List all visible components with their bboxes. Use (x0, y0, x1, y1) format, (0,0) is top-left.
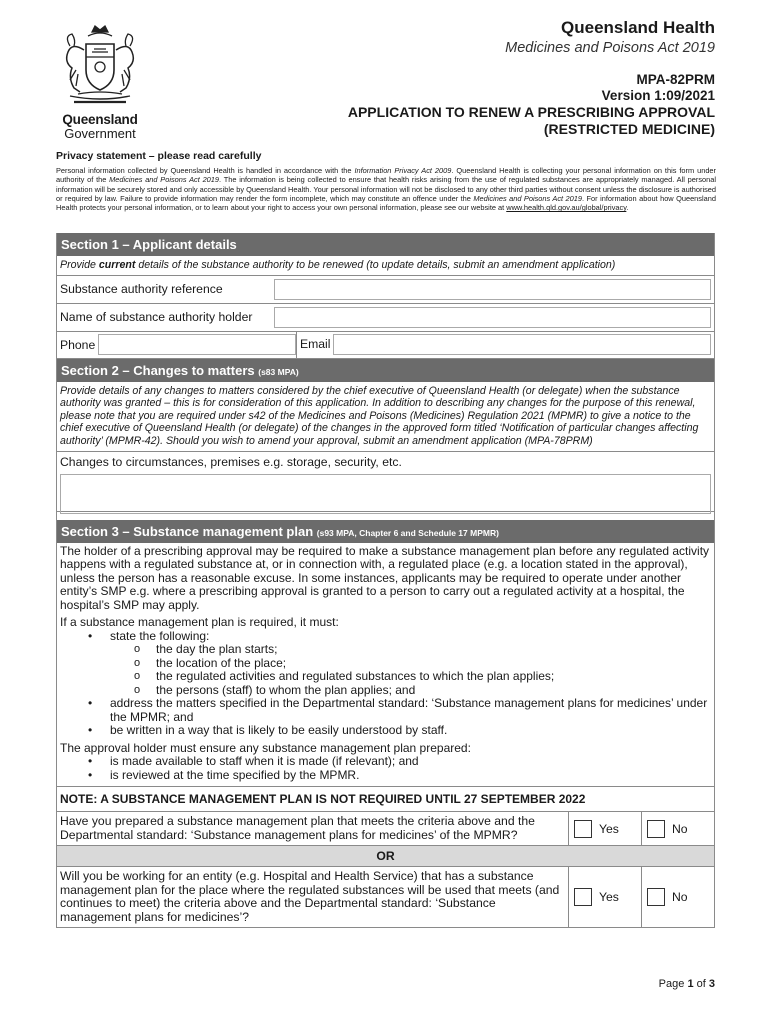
page-of: of (696, 978, 706, 990)
privacy-text-b: . Queensland Health is collecting your personal information on this form under authority of the (56, 166, 716, 185)
question1-yes-label: Yes (599, 821, 619, 836)
queensland-government-logo (50, 22, 150, 142)
changes-row (57, 452, 714, 512)
contact-row (57, 332, 714, 359)
question1-no-option[interactable] (641, 812, 714, 845)
form-code: MPA-82PRM (636, 72, 715, 87)
document-header (348, 18, 715, 137)
question1-no-label: No (672, 821, 688, 836)
logo-queensland-text: Queensland (62, 112, 138, 127)
section1-instruction (57, 256, 714, 276)
privacy-text (56, 166, 716, 212)
form-version: Version 1:09/2021 (601, 88, 715, 103)
smp-sub-item: o the regulated activities and regulated substances to which the plan applies; (60, 670, 711, 684)
question1-no-checkbox[interactable] (647, 820, 665, 838)
question2-yes-option[interactable] (568, 867, 641, 927)
section1-title: Section 1 – Applicant details (61, 237, 237, 252)
form-title-line1: APPLICATION TO RENEW A PRESCRIBING APPROVAL (347, 104, 715, 120)
email-input[interactable] (333, 334, 711, 355)
smp-bullet1: • state the following: (60, 630, 711, 644)
changes-label: Changes to circumstances, premises e.g. storage, security, etc. (60, 454, 402, 469)
page-label: Page (658, 978, 685, 990)
question2-yes-checkbox[interactable] (574, 888, 592, 906)
question1-yes-checkbox[interactable] (574, 820, 592, 838)
authority-reference-label: Substance authority reference (60, 282, 223, 297)
application-form (56, 233, 715, 928)
authority-holder-row (57, 304, 714, 332)
section1-header (57, 233, 714, 256)
section3-header (57, 520, 714, 543)
page-number (659, 978, 715, 990)
authority-holder-label: Name of substance authority holder (60, 310, 253, 325)
section1-inst-bold: current (98, 259, 136, 271)
privacy-text-c: . The information is being collected to ensure that health risks arising from the use of regulated substances are appropriately managed. All personal information will be securely stored and only accessible by Queensland Health. Your personal information will not be disclosed to any other third parties without consent unless the disclosure is authorised or required by law. Failure to provide information may render the form incomplete, which may constitute an offence under the (56, 175, 716, 203)
question2-yes-label: Yes (599, 890, 619, 905)
act-name: Medicines and Poisons Act 2019 (505, 40, 715, 56)
question2-row (57, 867, 714, 928)
changes-input[interactable] (60, 474, 711, 514)
section1-inst-a: Provide (60, 259, 99, 271)
section3-title-ref: (s93 MPA, Chapter 6 and Schedule 17 MPMR) (316, 527, 499, 538)
logo-government-text: Government (64, 126, 136, 141)
question2-no-label: No (672, 890, 688, 905)
section3-title: Section 3 – Substance management plan (61, 523, 314, 539)
smp-intro2: If a substance management plan is required, it must: (60, 615, 339, 630)
smp-bullet4: • is made available to staff when it is made (if relevant); and (60, 755, 711, 769)
privacy-text-a: Personal information collected by Queensland Health is handled in accordance with the (56, 166, 355, 175)
page-total: 3 (708, 978, 715, 990)
privacy-text-e: . (626, 203, 629, 213)
privacy-text-b-italic: Medicines and Poisons Act 2019 (109, 175, 220, 185)
phone-label: Phone (60, 337, 96, 352)
smp-note: NOTE: A SUBSTANCE MANAGEMENT PLAN IS NOT REQUIRED UNTIL 27 SEPTEMBER 2022 (57, 787, 714, 812)
authority-reference-input[interactable] (274, 279, 711, 300)
smp-intro3: The approval holder must ensure any substance management plan prepared: (60, 740, 471, 755)
question1-text: Have you prepared a substance management plan that meets the criteria above and the Departmental standard: ‘Substance management plans for medicines’ of the MPMR? (60, 814, 535, 842)
question2-no-checkbox[interactable] (647, 888, 665, 906)
privacy-text-d: . For information about how Queensland Health protects your personal information, or to learn about your right to access your own personal information, please see our website at (56, 193, 716, 213)
authority-holder-input[interactable] (274, 307, 711, 328)
section2-instruction: Provide details of any changes to matters considered by the chief executive of Queensland Health (or delegate) when the substance authority was granted – this is for consideration of this application. In addition to describing any changes for the purpose of this renewal, please note that you are required under s42 of the Medicines and Poisons (Medicines) Regulation 2021 (MPMR) to give a notice to the chief executive of Queensland Health (or delegate) of the changes in the approved form titled ‘Notification of particular changes affecting authority’ (MPMR-42). Should you wish to amend your approval, submit an amendment application (MPA-78PRM) (57, 382, 714, 452)
question1-row (57, 812, 714, 846)
privacy-link[interactable]: www.health.qld.gov.au/global/privacy (506, 203, 627, 213)
or-separator: OR (57, 846, 714, 867)
smp-bullet3: • be written in a way that is likely to be easily understood by staff. (60, 724, 711, 738)
section2-title: Section 2 – Changes to matters (61, 362, 255, 378)
smp-bullet2: • address the matters specified in the Departmental standard: ‘Substance management plans for medicines’ under the MPMR; and (60, 697, 711, 724)
smp-sub-item: o the day the plan starts; (60, 643, 711, 657)
smp-sub-item: o the persons (staff) to whom the plan applies; and (60, 684, 711, 698)
section2-header (57, 359, 714, 382)
organisation-name: Queensland Health (561, 18, 715, 37)
authority-reference-row (57, 276, 714, 304)
smp-sub-item: o the location of the place; (60, 657, 711, 671)
smp-bullet5: • is reviewed at the time specified by the MPMR. (60, 769, 711, 783)
smp-body (57, 543, 714, 788)
smp-paragraph1: The holder of a prescribing approval may be required to make a substance management plan before any regulated activity happens with a regulated substance at, or in connection with, a regulated place (e.g. a location stated in the approval), unless the person has a reasonable excuse. In some instances, applicants may be required to operate under another entity’s SMP e.g. where a prescribing approval is granted to a person to carry out a regulated activity at a hospital, the hospital’s SMP may apply. (60, 543, 710, 612)
phone-input[interactable] (98, 334, 296, 355)
question2-text: Will you be working for an entity (e.g. Hospital and Health Service) that has a substance management plan for the place where the regulated substances will be used that meets (and continues to meet) the criteria above and the Departmental standard: ‘Substance management plans for medicines’? (60, 869, 560, 924)
privacy-text-a-italic: Information Privacy Act 2009 (354, 166, 452, 175)
coat-of-arms-icon (50, 22, 150, 110)
form-title-line2: (RESTRICTED MEDICINE) (543, 121, 715, 137)
page-current: 1 (687, 978, 694, 990)
question2-no-option[interactable] (641, 867, 714, 927)
privacy-heading: Privacy statement – please read carefully (56, 150, 262, 162)
privacy-text-c-italic: Medicines and Poisons Act 2019 (473, 193, 582, 203)
section2-title-ref: (s83 MPA) (258, 366, 299, 377)
section1-inst-b: details of the substance authority to be renewed (to update details, submit an amendment application) (135, 259, 616, 271)
privacy-statement (56, 150, 716, 212)
email-label: Email (296, 331, 333, 358)
question1-yes-option[interactable] (568, 812, 641, 845)
